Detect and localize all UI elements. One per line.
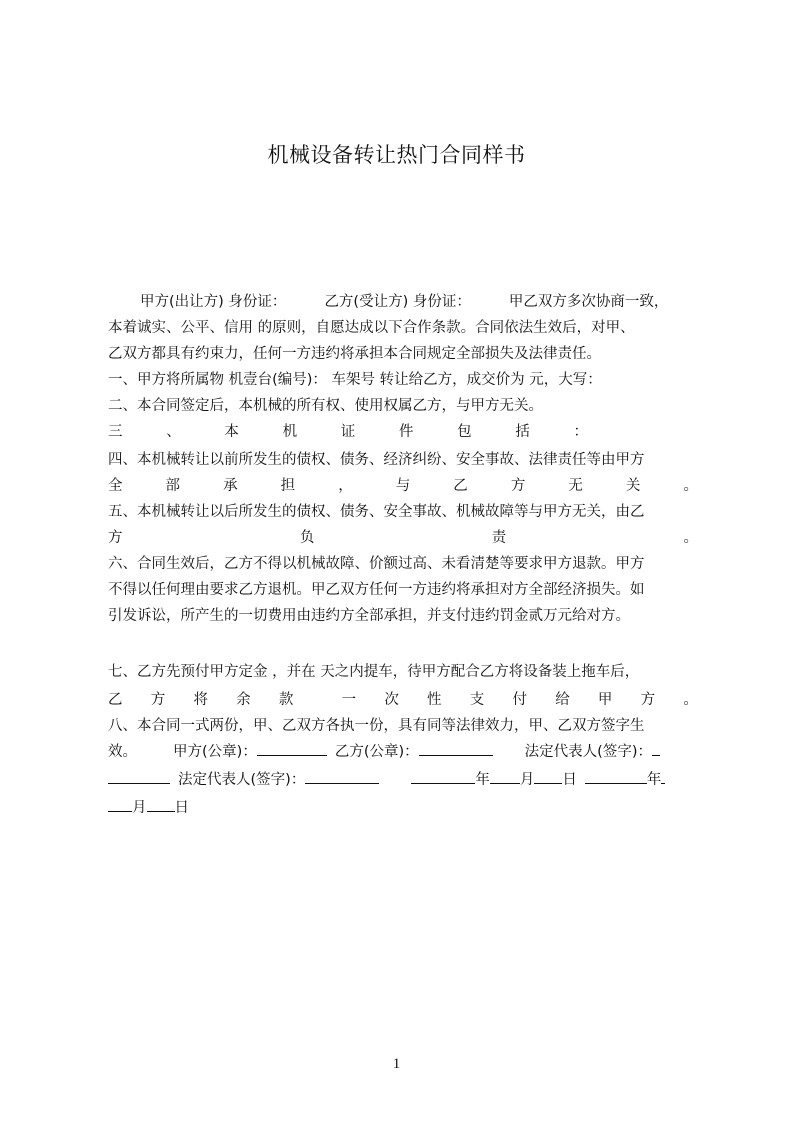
- day-label: 日: [174, 800, 189, 816]
- clause-char: 次: [384, 692, 399, 708]
- clause-char: 甲: [597, 692, 613, 708]
- clause-char: 方: [640, 692, 656, 708]
- clause-char: 。: [683, 692, 698, 708]
- clause-4-continued: [108, 473, 698, 499]
- clause-char: 与: [395, 478, 411, 494]
- clause-char: 给: [555, 692, 570, 708]
- clause-char: 关: [625, 478, 641, 494]
- month-label: 月: [519, 772, 535, 788]
- month-label: 月: [132, 800, 147, 816]
- signature-line-3: [108, 795, 698, 821]
- clause-5: 五、本机械转让以后所发生的债权、债务、安全事故、机械故障等与甲方无关，由乙: [108, 504, 645, 520]
- clause-char: 款: [278, 692, 294, 708]
- clause-char: 方: [108, 530, 123, 546]
- paragraph-line: 本着诚实、公平、信用 的原则，自愿达成以下合作条款。合同依法生效后，对甲、: [108, 320, 635, 336]
- legal-rep-b-label: 法定代表人(签字)：: [178, 772, 306, 788]
- paragraph-line: 引发诉讼，所产生的一切费用由违约方全部承担，并支付违约罚金贰万元给对方。: [108, 608, 630, 624]
- legal-rep-a-label: 法定代表人(签字)：: [524, 744, 652, 760]
- clause-char: 乙: [453, 478, 468, 494]
- clause-char: 证: [340, 424, 356, 440]
- party-b-id: 乙方(受让方) 身份证：: [324, 294, 471, 310]
- year-blank: [585, 767, 647, 784]
- clause-char: 余: [236, 692, 251, 708]
- party-b-seal-label: 乙方(公章)：: [334, 744, 419, 760]
- clause-char: 、: [166, 424, 181, 440]
- paragraph-line: 乙双方都具有约束力，任何一方违约将承担本合同规定全部损失及法律责任。: [108, 346, 601, 362]
- clause-3: [108, 419, 698, 445]
- clause-char: 件: [398, 424, 414, 440]
- year-blank: [411, 767, 475, 784]
- clause-char: 本: [224, 424, 239, 440]
- month-blank: [661, 767, 665, 784]
- clause-char: 部: [165, 478, 181, 494]
- paragraph-line: 不得以任何理由要求乙方退机。甲乙双方任何一方违约将承担对方全部经济损失。如: [108, 582, 645, 598]
- clause-char: 责: [491, 530, 507, 546]
- clause-char: 负: [299, 530, 315, 546]
- effective-text: 效。: [108, 744, 137, 760]
- month-blank: [490, 767, 520, 784]
- clause-char: 性: [427, 692, 442, 708]
- clause-char: 括: [515, 424, 530, 440]
- clause-char: 机: [282, 424, 298, 440]
- signature-line-1: [108, 739, 698, 765]
- party-b-seal-blank: [419, 739, 493, 756]
- legal-rep-a-blank: [108, 767, 170, 784]
- day-label: 日: [562, 772, 577, 788]
- party-line: [108, 289, 698, 315]
- clause-char: 方: [150, 692, 166, 708]
- clause-char: 无: [568, 478, 583, 494]
- month-blank: [108, 795, 132, 812]
- clause-8: 八、本合同一式两份，甲、乙双方各执一份，具有同等法律效力，甲、乙双方签字生: [108, 718, 645, 734]
- signature-line-2: [108, 767, 698, 793]
- clause-char: 将: [193, 692, 208, 708]
- clause-7-continued: [108, 687, 698, 713]
- legal-rep-b-blank: [305, 767, 379, 784]
- clause-4: 四、本机械转让以前所发生的债权、债务、经济纠纷、安全事故、法律责任等由甲方: [108, 452, 645, 468]
- clause-7: 七、乙方先预付甲方定金 ，并在 天之内提车，待甲方配合乙方将设备装上拖车后，: [108, 664, 640, 680]
- clause-2: 二、本合同签定后，本机械的所有权、使用权属乙方，与甲方无关。: [108, 398, 543, 414]
- clause-1: 一、甲方将所属物 机壹台(编号)： 车架号 转让给乙方，成交价为 元，大写：: [108, 372, 602, 388]
- clause-char: 承: [223, 478, 238, 494]
- day-blank: [534, 767, 562, 784]
- year-label: 年: [646, 772, 662, 788]
- clause-char: ，: [338, 478, 353, 494]
- year-label: 年: [475, 772, 490, 788]
- clause-char: 。: [683, 530, 698, 546]
- agreement-intro: 甲乙双方多次协商一致，: [508, 294, 669, 310]
- day-blank: [147, 795, 175, 812]
- clause-char: 支: [469, 692, 485, 708]
- document-title: 机械设备转让热门合同样书: [267, 143, 526, 167]
- clause-char: 乙: [108, 692, 123, 708]
- clause-char: 包: [457, 424, 472, 440]
- clause-char: 全: [108, 478, 123, 494]
- legal-rep-a-blank: [652, 739, 660, 756]
- clause-char: 担: [280, 478, 296, 494]
- clause-char: 三: [108, 424, 123, 440]
- clause-5-continued: [108, 525, 698, 551]
- clause-char: 付: [512, 692, 527, 708]
- clause-6: 六、合同生效后，乙方不得以机械故障、价额过高、未看清楚等要求甲方退款。甲方: [108, 556, 645, 572]
- clause-char: 一: [341, 692, 357, 708]
- party-a-id: 甲方(出让方) 身份证：: [140, 294, 287, 310]
- page-number: 1: [392, 1056, 401, 1072]
- party-a-seal-label: 甲方(公章)：: [173, 744, 257, 760]
- clause-char: 方: [510, 478, 526, 494]
- party-a-seal-blank: [257, 739, 327, 756]
- clause-char: 。: [683, 478, 698, 494]
- clause-char: ：: [573, 424, 588, 440]
